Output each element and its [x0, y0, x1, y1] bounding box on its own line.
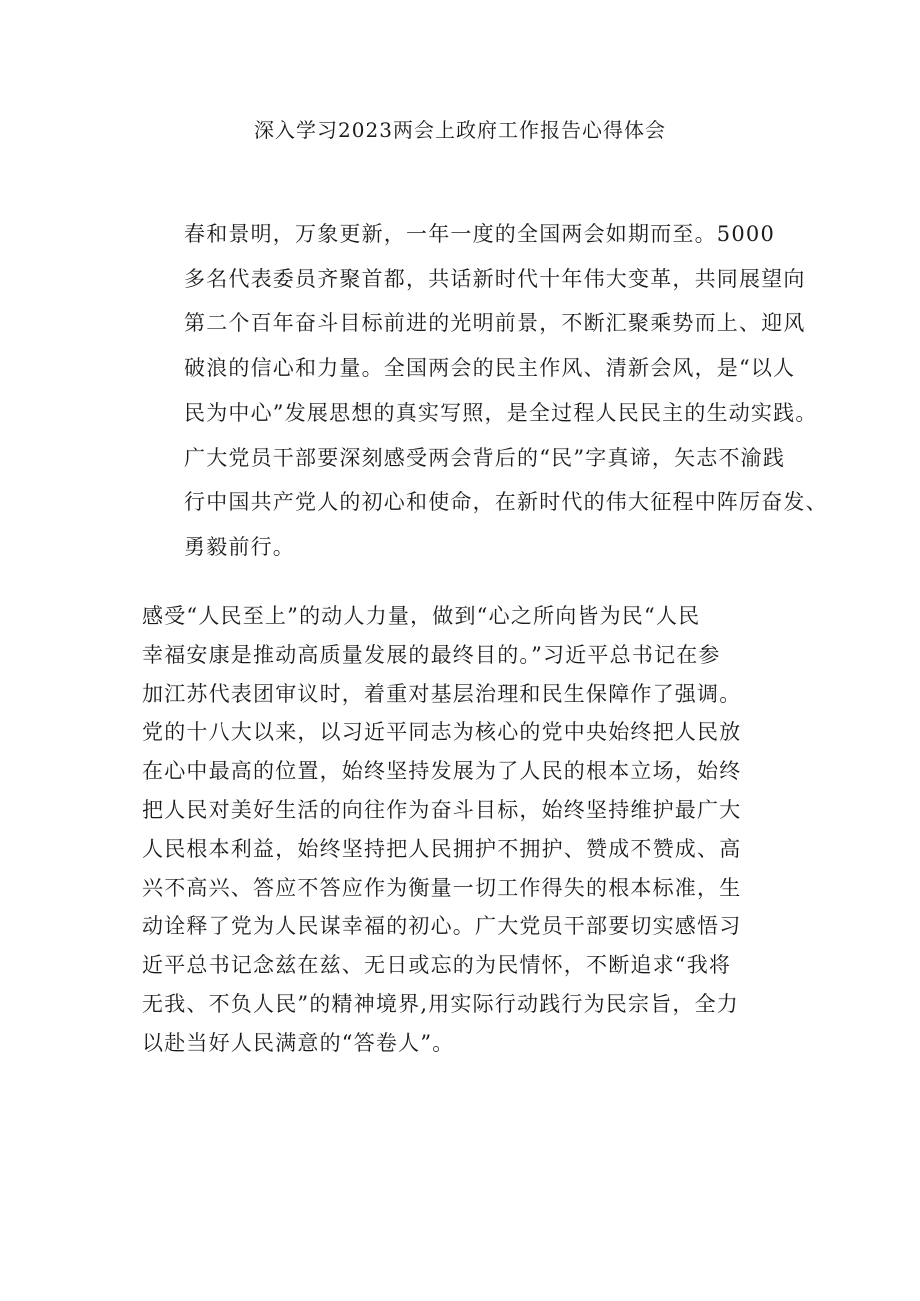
paragraph-line: 多名代表委员齐聚首都，共话新时代十年伟大变革，共同展望向	[184, 266, 806, 291]
paragraph-line: 党的十八大以来，以习近平同志为核心的党中央始终把人民放	[142, 720, 742, 745]
paragraph-line: 第二个百年奋斗目标前进的光明前景，不断汇聚乘势而上、迎风	[184, 311, 806, 336]
paragraph-line: 春和景明，万象更新，一年一度的全国两会如期而至。5000	[184, 222, 776, 246]
paragraph-line: 动诠释了党为人民谋幸福的初心。广大党员干部要切实感悟习	[142, 914, 742, 939]
paragraph-line: 行中国共产党人的初心和使命，在新时代的伟大征程中阵厉奋发、	[184, 490, 828, 515]
paragraph-line: 在心中最高的位置，始终坚持发展为了人民的根本立场，始终	[142, 759, 742, 784]
paragraph-line: 加江苏代表团审议时，着重对基层治理和民生保障作了强调。	[142, 681, 742, 706]
paragraph-line: 勇毅前行。	[184, 534, 295, 559]
document-title: 深入学习2023两会上政府工作报告心得体会	[254, 118, 666, 142]
paragraph-intro	[142, 212, 828, 570]
paragraph-line: 广大党员干部要深刻感受两会背后的“民”字真谛，矢志不渝践	[184, 445, 786, 470]
paragraph-line: 近平总书记念兹在兹、无日或忘的为民情怀，不断追求“我将	[142, 953, 732, 978]
paragraph-line: 幸福安康是推动高质量发展的最终目的。”习近平总书记在参	[142, 642, 721, 667]
paragraph-line: 以赴当好人民满意的“答卷人”。	[142, 1030, 455, 1055]
paragraph-line: 感受“人民至上”的动人力量，做到“心之所向皆为民“人民	[142, 604, 701, 628]
paragraph-line: 把人民对美好生活的向往作为奋斗目标，始终坚持维护最广大	[142, 797, 742, 822]
paragraph-line: 无我、不负人民”的精神境界,用实际行动践行为民宗旨，全力	[142, 991, 740, 1016]
paragraph-line: 民为中心”发展思想的真实写照，是全过程人民民主的生动实践。	[184, 400, 818, 425]
paragraph-line: 兴不高兴、答应不答应作为衡量一切工作得失的根本标准，生	[142, 875, 742, 900]
paragraph-line: 人民根本利益，始终坚持把人民拥护不拥护、赞成不赞成、高	[142, 836, 742, 861]
paragraph-people-first	[142, 597, 792, 1063]
paragraph-line: 破浪的信心和力量。全国两会的民主作风、清新会风，是“以人	[184, 356, 796, 381]
